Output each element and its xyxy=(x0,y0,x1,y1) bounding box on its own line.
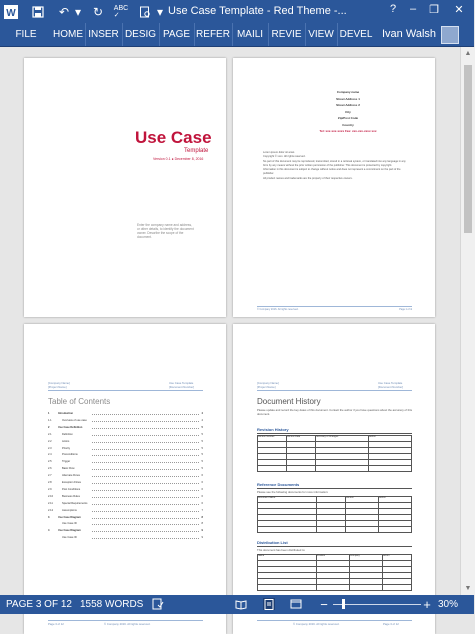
zoom-slider-thumb[interactable] xyxy=(342,599,345,609)
toc-entry[interactable] xyxy=(48,529,203,532)
toc-entry-label: Overview of use case xyxy=(62,418,87,422)
table-cell[interactable] xyxy=(369,466,412,472)
toc-entry-number: 2.6 xyxy=(48,467,52,471)
zoom-level[interactable]: 30% xyxy=(438,599,459,610)
toc-leader-dots xyxy=(92,497,199,498)
toc-entry[interactable] xyxy=(48,447,203,450)
toc-entry-page: 5 xyxy=(201,425,203,429)
toc-entry[interactable] xyxy=(48,426,203,429)
distribution-intro: This document has been distributed to: xyxy=(257,548,306,552)
toc-entry-number: 2.4 xyxy=(48,453,52,457)
table-header-cell: Summary of Changes xyxy=(316,436,369,442)
toc-entry[interactable] xyxy=(48,474,203,477)
toc-leader-dots xyxy=(92,414,199,415)
toc-entry[interactable] xyxy=(48,419,203,422)
toc-entry-page: 6 xyxy=(201,487,203,491)
table-header-cell: Document Name xyxy=(258,497,317,503)
vertical-scrollbar[interactable] xyxy=(460,47,475,595)
footer-right: Page ii of iii xyxy=(399,308,412,311)
read-mode-icon[interactable] xyxy=(235,598,247,610)
revision-table[interactable] xyxy=(257,435,412,472)
header-rule xyxy=(48,390,203,391)
cover-version: Version 0.1 ● December 8, 2016 xyxy=(153,157,204,161)
address-line: City xyxy=(345,109,351,114)
toc-entry-number: 2.12 xyxy=(48,508,54,512)
footer-page: Page 3 of 12 xyxy=(383,622,399,626)
toc-entry[interactable] xyxy=(48,488,203,491)
toc-entry-label: Use Case Diagram xyxy=(58,529,81,533)
toc-entry[interactable] xyxy=(48,502,203,505)
tab-design[interactable]: DESIG xyxy=(124,29,157,40)
header-template: Use Case Template xyxy=(169,381,194,385)
history-intro: Please update and record the key dates of this document. Contact the author if you have questions about the accuracy of this document. xyxy=(257,408,413,416)
toc-entry-page: 8 xyxy=(201,522,203,526)
table-header-cell: Version Number xyxy=(258,436,287,442)
footer-page: Page 3 of 12 xyxy=(48,622,64,626)
toc-entry-page: 6 xyxy=(201,494,203,498)
toc-entry[interactable] xyxy=(48,412,203,415)
distribution-table[interactable] xyxy=(257,554,412,591)
user-name[interactable]: Ivan Walsh xyxy=(382,28,437,40)
toc-entry[interactable] xyxy=(48,433,203,436)
toc-entry-page: 5 xyxy=(201,467,203,471)
history-title: Document History xyxy=(257,397,321,406)
toc-leader-dots xyxy=(92,504,199,505)
toc-entry-page: 8 xyxy=(201,515,203,519)
title-bar xyxy=(0,0,474,23)
status-bar xyxy=(0,595,474,614)
close-button[interactable]: ✕ xyxy=(454,4,464,16)
toc-entry-page: 5 xyxy=(201,432,203,436)
cover-subtitle: Template xyxy=(184,148,209,154)
toc-entry-label: Use Case Diagram xyxy=(58,515,81,519)
toc-entry-number: 2.9 xyxy=(48,487,52,491)
toc-entry-label: Alternate Flows xyxy=(62,474,80,478)
table-cell[interactable] xyxy=(379,527,412,533)
toc-entry-number: 4 xyxy=(48,529,50,533)
toc-entry-label: Use Case ID xyxy=(62,522,77,526)
toc-entry-page: 6 xyxy=(201,481,203,484)
scrollbar-thumb[interactable] xyxy=(464,65,472,233)
header-template: Use Case Template xyxy=(378,381,403,385)
table-cell[interactable] xyxy=(258,585,317,591)
toc-entry-label: Definition xyxy=(62,432,73,436)
table-header-cell: Position xyxy=(317,555,350,561)
tab-developer[interactable]: DEVEL xyxy=(339,29,373,40)
toc-leader-dots xyxy=(92,531,199,532)
toc-entry-page: 9 xyxy=(201,529,203,533)
toc-entry[interactable] xyxy=(48,453,203,456)
toc-leader-dots xyxy=(92,518,199,519)
footer-copyright: © Company 2016. All rights reserved. xyxy=(293,622,340,626)
address-line: Street Address 1 xyxy=(336,96,360,101)
distribution-list-heading: Distribution List xyxy=(257,540,288,545)
toc-leader-dots xyxy=(92,455,199,456)
table-cell[interactable] xyxy=(287,466,316,472)
print-preview-icon[interactable] xyxy=(137,4,153,20)
reference-documents-heading: Reference Documents xyxy=(257,482,300,487)
toc-entry-label: Assumptions xyxy=(62,508,77,512)
tab-mailings[interactable]: MAILI xyxy=(236,29,264,40)
print-layout-icon[interactable] xyxy=(263,598,275,610)
toc-entry[interactable] xyxy=(48,522,203,525)
tab-home[interactable]: HOME xyxy=(53,29,83,40)
zoom-in-icon[interactable]: + xyxy=(423,596,431,612)
toc-leader-dots xyxy=(92,524,199,525)
toc-entry-label: Use Case Definition xyxy=(58,425,83,429)
table-header-cell: Company xyxy=(350,555,383,561)
toc-entry-number: 2.5 xyxy=(48,460,52,464)
toc-leader-dots xyxy=(92,490,199,491)
toc-entry-page: 6 xyxy=(201,474,203,478)
scroll-down-icon[interactable]: ▼ xyxy=(464,585,472,592)
redo-icon[interactable]: ↻ xyxy=(92,5,104,19)
cover-title: Use Case xyxy=(135,128,212,147)
toc-entry-number: 1.1 xyxy=(48,418,52,422)
footer-left: © Company 2016. All rights reserved. xyxy=(257,308,299,311)
toc-entry-number: 2.2 xyxy=(48,439,52,443)
copyright-text xyxy=(263,151,408,181)
header-company: [Company Name] xyxy=(48,381,70,385)
page-footer xyxy=(257,306,412,311)
proofing-icon[interactable] xyxy=(152,598,164,610)
table-header-cell: Author xyxy=(369,436,412,442)
toc-entry-label: Trigger xyxy=(62,460,71,464)
toc-entry-number: 2.8 xyxy=(48,481,52,484)
toc-entry-label: Use Case ID xyxy=(62,536,77,540)
reference-intro: Please see the following documents for more information: xyxy=(257,490,329,494)
avatar[interactable] xyxy=(441,26,459,44)
toc-entry-number: 2 xyxy=(48,425,50,429)
header-rule xyxy=(257,390,412,391)
section-rule xyxy=(257,488,412,489)
save-icon[interactable] xyxy=(30,4,46,20)
toc-leader-dots xyxy=(92,442,199,443)
table-cell[interactable] xyxy=(258,527,317,533)
ribbon-tabs xyxy=(0,23,474,47)
footer-rule xyxy=(48,620,203,621)
page-toc[interactable] xyxy=(24,324,226,634)
toc-entry[interactable] xyxy=(48,509,203,512)
svg-text:W: W xyxy=(6,8,16,19)
zoom-out-icon[interactable]: − xyxy=(320,596,328,612)
toc-entry[interactable] xyxy=(48,481,203,484)
zoom-slider[interactable] xyxy=(333,604,421,605)
undo-icon[interactable]: ↶ xyxy=(58,5,70,19)
toc-entry-number: 2.7 xyxy=(48,474,52,478)
table-header-cell: Version xyxy=(346,497,379,503)
toc-entry-page: 5 xyxy=(201,453,203,457)
tab-insert[interactable]: INSER xyxy=(88,29,119,40)
page-document-history[interactable] xyxy=(233,324,435,634)
toc-entry-number: 2.3 xyxy=(48,446,52,450)
toc-leader-dots xyxy=(92,511,199,512)
header-doc-number: [Document Number] xyxy=(169,385,195,389)
toc-leader-dots xyxy=(92,435,199,436)
contact-line: Tel: xxx-xxx-xxxx Fax: xxx-xxx-xxxx xxx xyxy=(319,129,377,133)
body-paragraph: Lorem ipsum dolor sit amet. xyxy=(263,151,296,154)
page-info[interactable] xyxy=(233,58,435,317)
restore-button[interactable]: ❐ xyxy=(429,4,439,16)
section-rule xyxy=(257,546,412,547)
section-rule xyxy=(257,433,412,434)
toc-title: Table of Contents xyxy=(48,397,111,406)
toc-leader-dots xyxy=(92,421,199,422)
quick-access-dropdown-icon[interactable]: ▾ xyxy=(156,5,164,19)
tab-file[interactable]: FILE xyxy=(0,23,52,46)
table-header-cell: Author xyxy=(379,497,412,503)
minimize-button[interactable]: – xyxy=(409,3,417,15)
cover-description: Enter the company name and address, or other details, to identify the document owner. Describe the scope of the document. xyxy=(137,223,194,239)
window-title: Use Case Template - Red Theme -... xyxy=(168,5,347,17)
table-header-cell: Version Date xyxy=(287,436,316,442)
tab-view[interactable]: VIEW xyxy=(308,29,334,40)
header-project: [Project Name] xyxy=(48,385,67,389)
tab-page-layout[interactable]: PAGE xyxy=(162,29,191,40)
toc-entry[interactable] xyxy=(48,516,203,519)
toc-entry-page: 5 xyxy=(201,446,203,450)
toc-entry-page: 9 xyxy=(201,536,203,540)
address-line: Country xyxy=(342,122,354,127)
toc-leader-dots xyxy=(92,538,199,539)
toc-entry-page: 7 xyxy=(201,508,203,512)
header-doc-number: [Document Number] xyxy=(378,385,404,389)
toc-entry-label: Business Rules xyxy=(62,494,80,498)
toc-entry-label: Special Requirements xyxy=(62,501,88,505)
toc-entry-label: Exception Flows xyxy=(62,481,81,484)
toc-entry[interactable] xyxy=(48,495,203,498)
toc-entry-label: Priority xyxy=(62,446,71,450)
toc-entry-number: 2.11 xyxy=(48,501,53,505)
page-cover[interactable] xyxy=(24,58,226,317)
toc-entry-label: Introduction xyxy=(58,412,74,415)
toc-leader-dots xyxy=(92,428,199,429)
toc-entry-page: 5 xyxy=(201,439,203,443)
toc-entry-number: 2.1 xyxy=(48,432,52,436)
toc-leader-dots xyxy=(92,462,199,463)
toc-entry[interactable] xyxy=(48,440,203,443)
address-line: Street Address 2 xyxy=(336,103,360,107)
toc-entry-page: 6 xyxy=(201,501,203,505)
table-header-cell: Action xyxy=(383,555,412,561)
toc-entry-page: 4 xyxy=(201,418,203,422)
table-cell[interactable] xyxy=(258,466,287,472)
toc-entry-number: 2.10 xyxy=(48,494,54,498)
toc-leader-dots xyxy=(92,449,199,450)
body-paragraph: Copyright © xxxx. All rights reserved. xyxy=(263,155,306,159)
table-cell[interactable] xyxy=(317,527,346,533)
table-cell[interactable] xyxy=(317,585,350,591)
reference-table[interactable] xyxy=(257,496,412,533)
footer-rule xyxy=(257,620,412,621)
body-paragraph: Information in this document is subject to change without notice and does not represent a commitment on the part of the publisher. xyxy=(263,168,401,176)
word-count[interactable]: 1558 WORDS xyxy=(80,599,144,610)
toc-leader-dots xyxy=(92,476,199,477)
header-project: [Project Name] xyxy=(257,385,276,389)
header-company: [Company Name] xyxy=(257,381,279,385)
toc-entry-number: 1 xyxy=(48,412,50,415)
tab-references[interactable]: REFER xyxy=(196,29,230,40)
table-cell[interactable] xyxy=(383,585,412,591)
body-paragraph: All product names and trademarks are the property of their respective owners. xyxy=(263,176,353,180)
table-cell[interactable] xyxy=(350,585,383,591)
toc-entry-label: Basic Flow xyxy=(62,467,75,471)
toc-entry[interactable] xyxy=(48,460,203,463)
table-cell[interactable] xyxy=(316,466,369,472)
toc-entry[interactable] xyxy=(48,536,203,539)
toc-entry-label: Preconditions xyxy=(62,453,78,457)
spelling-abc-icon[interactable]: ABC ✓ xyxy=(113,5,129,19)
address-line: Zip/Post Code xyxy=(337,116,359,120)
revision-history-heading: Revision History xyxy=(257,427,289,432)
web-layout-icon[interactable] xyxy=(290,598,302,610)
help-button[interactable]: ? xyxy=(389,3,397,15)
toc-entry-label: Actors xyxy=(62,439,70,443)
table-cell[interactable] xyxy=(346,527,379,533)
body-paragraph: No part of this document may be reproduced, transmitted, stored in a retrieval system, or translated into any language in any form by any means without the prior written permission of the publisher. This document is protected by copyright. xyxy=(263,159,406,167)
toc-entry[interactable] xyxy=(48,467,203,470)
footer-copyright: © Company 2016. All rights reserved. xyxy=(104,622,151,626)
toc-leader-dots xyxy=(92,483,199,484)
table-header-cell: Name xyxy=(258,555,317,561)
tab-review[interactable]: REVIE xyxy=(271,29,302,40)
address-line: Company name xyxy=(336,90,360,94)
word-icon[interactable] xyxy=(3,4,19,20)
undo-dropdown-icon[interactable]: ▾ xyxy=(74,5,82,19)
toc-entry-page: 5 xyxy=(201,460,203,464)
page-count[interactable]: PAGE 3 OF 12 xyxy=(6,599,72,610)
toc-leader-dots xyxy=(92,469,199,470)
scroll-up-icon[interactable]: ▲ xyxy=(464,50,472,57)
toc-entry-label: Post Conditions xyxy=(62,487,81,491)
toc-entry-number: 3 xyxy=(48,515,50,519)
company-address-block xyxy=(318,89,378,135)
toc-entry-page: 4 xyxy=(201,412,203,415)
